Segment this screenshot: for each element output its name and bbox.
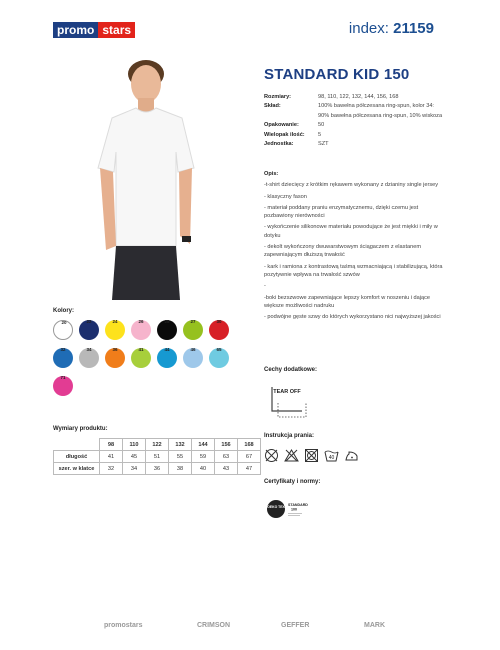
size-cell: 40 bbox=[192, 463, 215, 475]
standard-line-2: 100 bbox=[291, 507, 297, 512]
footer-brand-promostars: promostars bbox=[104, 622, 143, 629]
spec-key: Wielopak ilość: bbox=[264, 131, 305, 138]
description-heading: Opis: bbox=[264, 171, 279, 177]
washing-icons bbox=[264, 448, 374, 464]
size-cell: 41 bbox=[100, 451, 123, 463]
footer-brand-mark: MARK bbox=[364, 622, 385, 629]
spec-value: 5 bbox=[318, 131, 322, 138]
description-line: - materiał poddany praniu enzymatycznemu, dzięki czemu jest pozbawiony nierówności bbox=[264, 204, 419, 220]
size-row-chest-width bbox=[54, 463, 261, 475]
oeko-tex-icon bbox=[266, 497, 336, 521]
color-swatch bbox=[131, 348, 151, 368]
spec-key: Rozmiary: bbox=[264, 94, 292, 100]
size-cell: 55 bbox=[169, 451, 192, 463]
description-line: - wykończenie silikonowe materiału powodujące że jest miękki i miły w dotyku bbox=[264, 224, 438, 239]
spec-value: 50 bbox=[318, 122, 325, 129]
spec-row-sizes bbox=[264, 93, 444, 102]
color-swatch bbox=[79, 348, 99, 368]
spec-key: Opakowanie: bbox=[264, 122, 299, 129]
certs-label: Certyfikaty i normy: bbox=[264, 479, 321, 485]
size-cell: 51 bbox=[146, 451, 169, 463]
size-row-label: szer. w klatce bbox=[54, 463, 100, 475]
footer-brand-crimson: CRIMSON bbox=[197, 622, 231, 629]
size-table bbox=[53, 438, 261, 475]
product-index bbox=[349, 20, 434, 37]
size-cell: 63 bbox=[215, 451, 238, 463]
size-table-label: Wymiary produktu: bbox=[53, 426, 108, 432]
size-cell: 38 bbox=[169, 463, 192, 475]
size-header-cell: 122 bbox=[146, 439, 169, 451]
color-swatch bbox=[209, 320, 229, 340]
size-cell: 59 bbox=[192, 451, 215, 463]
footer-brands bbox=[0, 612, 500, 642]
color-code: 24 bbox=[112, 319, 118, 324]
spec-row-packaging bbox=[264, 121, 444, 130]
description-line: -t-shirt dziecięcy z krótkim rękawem wykonany z dzianiny single jersey bbox=[264, 182, 439, 189]
footer-brand-geffer: GEFFER bbox=[281, 622, 310, 629]
color-swatch bbox=[183, 320, 203, 340]
spec-row-composition bbox=[264, 102, 444, 121]
spec-row-multipack bbox=[264, 131, 444, 140]
features-label: Cechy dodatkowe: bbox=[264, 367, 318, 373]
wash-40-icon bbox=[324, 448, 339, 463]
color-code: 20 bbox=[61, 320, 67, 325]
color-swatch bbox=[53, 348, 73, 368]
color-code: 71 bbox=[60, 375, 66, 380]
color-code: 27 bbox=[190, 319, 196, 324]
color-swatch bbox=[209, 348, 229, 368]
spec-value: SZT bbox=[318, 141, 329, 148]
description-line: - klasyczny fason bbox=[264, 193, 307, 200]
oeko-tex-text: OEKO TEX bbox=[267, 505, 285, 509]
no-bleach-icon bbox=[284, 448, 299, 463]
color-code: 65 bbox=[216, 347, 222, 352]
color-code: 32 bbox=[60, 347, 66, 352]
size-cell: 34 bbox=[123, 463, 146, 475]
description-line: - dekolt wykończony dwuwarstwowym ściągaczem z elastanem zapewniającym dłuższą trwałość bbox=[264, 244, 421, 259]
size-header-row bbox=[54, 439, 261, 451]
no-dry-cleaning-icon bbox=[264, 448, 279, 463]
color-swatch bbox=[131, 320, 151, 340]
washing-label: Instrukcja prania: bbox=[264, 433, 315, 439]
size-cell: 45 bbox=[123, 451, 146, 463]
color-code: 28 bbox=[164, 319, 170, 324]
color-swatch bbox=[79, 320, 99, 340]
color-swatch bbox=[53, 320, 73, 340]
spec-value: 100% bawełna półczesana ring-spun, kolor 34: 90% bawełna półczesana ring-spun, 10% wiskoza bbox=[318, 103, 443, 119]
size-header-cell: 168 bbox=[238, 439, 261, 451]
tear-off-label-icon bbox=[268, 381, 308, 421]
product-specs bbox=[264, 93, 444, 149]
color-code: 41 bbox=[138, 347, 144, 352]
color-swatch bbox=[53, 376, 73, 396]
description-line: - podwójne gęste szwy do których wykorzystano nici najwyższej jakości bbox=[264, 314, 441, 321]
description-line: - kark i ramiona z kontrastową taśmą wzmacniającą i stabilizującą, która pozytywnie wpływa na trwałość szwów bbox=[264, 263, 443, 278]
color-code: 30 bbox=[216, 319, 222, 324]
color-swatch bbox=[105, 320, 125, 340]
spec-value: 98, 110, 122, 132, 144, 156, 168 bbox=[318, 94, 399, 100]
size-row-label: długość bbox=[54, 451, 100, 463]
color-code: 22 bbox=[86, 319, 92, 324]
tear-off-text: TEAR OFF bbox=[273, 389, 301, 395]
index-label: index: bbox=[348, 20, 389, 37]
size-cell: 47 bbox=[238, 463, 261, 475]
size-cell: 36 bbox=[146, 463, 169, 475]
wash-temperature: 40 bbox=[328, 455, 335, 461]
iron-low-icon bbox=[344, 448, 359, 463]
description-line: - bbox=[264, 283, 266, 290]
color-swatch bbox=[105, 348, 125, 368]
promostars-logo bbox=[53, 22, 135, 38]
product-description bbox=[264, 170, 444, 324]
color-swatch bbox=[183, 348, 203, 368]
size-header-cell: 156 bbox=[215, 439, 238, 451]
logo-part-2: stars bbox=[98, 22, 135, 38]
logo-part-1: promo bbox=[53, 22, 98, 38]
colors-label: Kolory: bbox=[53, 308, 74, 314]
size-row-length bbox=[54, 451, 261, 463]
color-code: 46 bbox=[190, 347, 196, 352]
size-header-cell: 110 bbox=[123, 439, 146, 451]
standard-line-1: STANDARD bbox=[288, 503, 308, 507]
size-cell: 43 bbox=[215, 463, 238, 475]
index-value: 21159 bbox=[393, 20, 434, 37]
color-swatch bbox=[157, 348, 177, 368]
size-cell: 32 bbox=[100, 463, 123, 475]
color-code: 34 bbox=[86, 347, 92, 352]
no-tumble-dry-icon bbox=[304, 448, 319, 463]
spec-row-unit bbox=[264, 140, 444, 149]
description-line: -boki bezszwowe zapewniające lepszy komfort w noszeniu i dające większe możliwości nadruku bbox=[264, 294, 431, 309]
size-header-cell: 144 bbox=[192, 439, 215, 451]
size-header-cell: 132 bbox=[169, 439, 192, 451]
color-swatch bbox=[157, 320, 177, 340]
product-photo bbox=[96, 60, 206, 300]
spec-key: Jednostka: bbox=[264, 141, 294, 148]
color-code: 26 bbox=[138, 319, 144, 324]
product-title: STANDARD KID 150 bbox=[264, 66, 410, 83]
color-code: 36 bbox=[112, 347, 118, 352]
size-header-blank bbox=[54, 439, 100, 451]
size-header-cell: 98 bbox=[100, 439, 123, 451]
size-cell: 67 bbox=[238, 451, 261, 463]
color-code: 44 bbox=[164, 347, 170, 352]
spec-key: Skład: bbox=[264, 103, 281, 110]
